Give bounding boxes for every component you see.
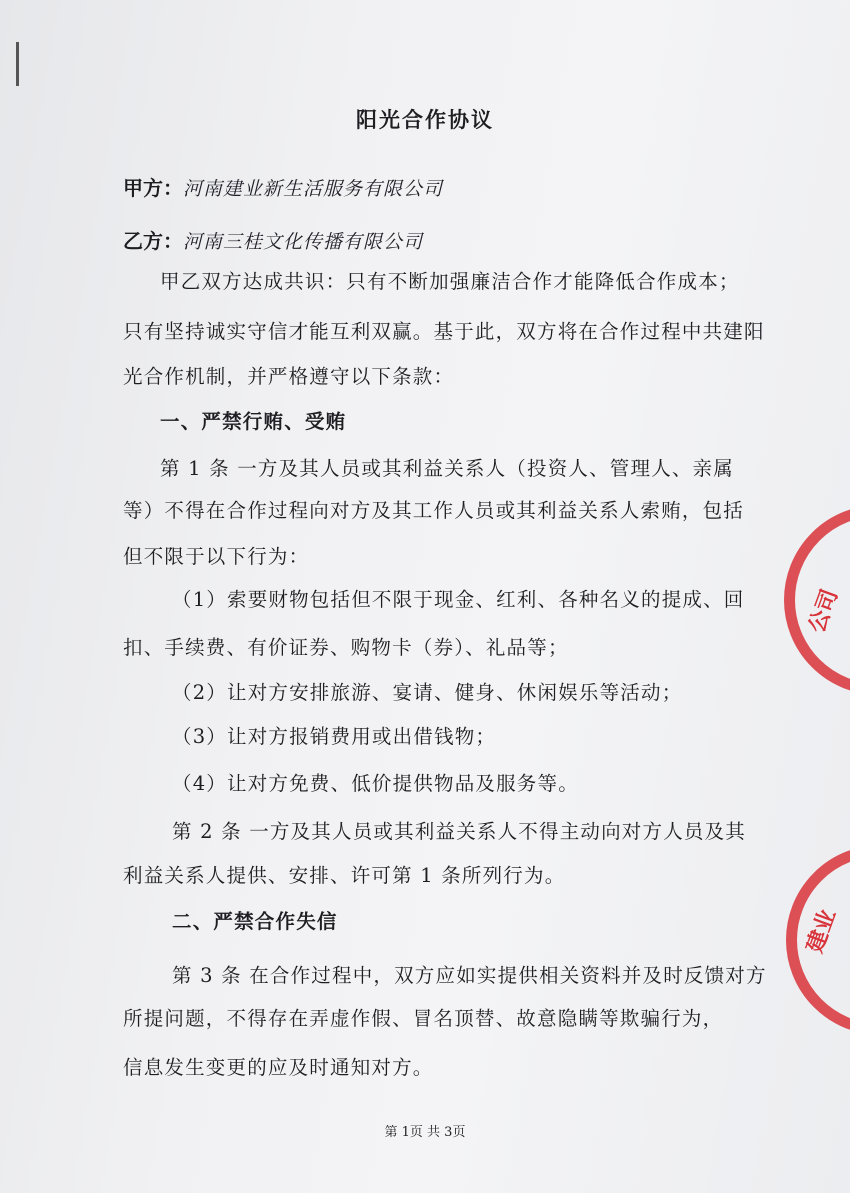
body-line: 第 1 条 一方及其人员或其利益关系人（投资人、管理人、亲属 [160, 457, 735, 480]
party-a-name: 河南建业新生活服务有限公司 [183, 178, 444, 200]
body-line: 光合作机制，并严格遵守以下条款： [123, 365, 455, 388]
party-b-label: 乙方： [123, 229, 183, 253]
body-line: 等）不得在合作过程向对方及其工作人员或其利益关系人索贿，包括 [123, 499, 745, 522]
party-a [123, 172, 443, 201]
body-line: 扣、手续费、有价证券、购物卡（券）、礼品等； [123, 636, 569, 659]
body-line: （3）让对方报销费用或出借钱物； [172, 725, 497, 748]
document-title: 阳光合作协议 [356, 107, 494, 132]
body-line: 但不限于以下行为： [123, 545, 310, 568]
page-footer: 第 1页 共 3页 [384, 1125, 466, 1140]
party-b-name: 河南三桂文化传播有限公司 [183, 231, 424, 253]
body-line: 甲乙双方达成共识：只有不断加强廉洁合作才能降低合作成本； [160, 270, 740, 293]
body-line: （1）索要财物包括但不限于现金、红利、各种名义的提成、回 [172, 588, 745, 611]
stamp-text: 建业 [802, 906, 842, 957]
body-line: 所提问题，不得存在弄虚作假、冒名顶替、故意隐瞒等欺骗行为， [123, 1007, 724, 1030]
body-line: （4）让对方免费、低价提供物品及服务等。 [172, 772, 579, 795]
party-a-label: 甲方： [123, 176, 183, 200]
section-heading: 二、严禁合作失信 [172, 910, 338, 933]
body-line: 只有坚持诚实守信才能互利双赢。基于此，双方将在合作过程中共建阳 [123, 320, 765, 343]
body-line: 第 2 条 一方及其人员或其利益关系人不得主动向对方人员及其 [172, 820, 747, 843]
section-heading: 一、严禁行贿、受贿 [160, 410, 347, 433]
body-line: 利益关系人提供、安排、许可第 1 条所列行为。 [123, 864, 566, 887]
margin-mark [16, 42, 19, 86]
stamp-text: 公司 [804, 586, 844, 637]
body-line: 第 3 条 在合作过程中，双方应如实提供相关资料并及时反馈对方 [172, 964, 767, 987]
body-line: （2）让对方安排旅游、宴请、健身、休闲娱乐等活动； [172, 681, 683, 704]
body-line: 信息发生变更的应及时通知对方。 [123, 1056, 434, 1079]
party-b [123, 225, 423, 254]
